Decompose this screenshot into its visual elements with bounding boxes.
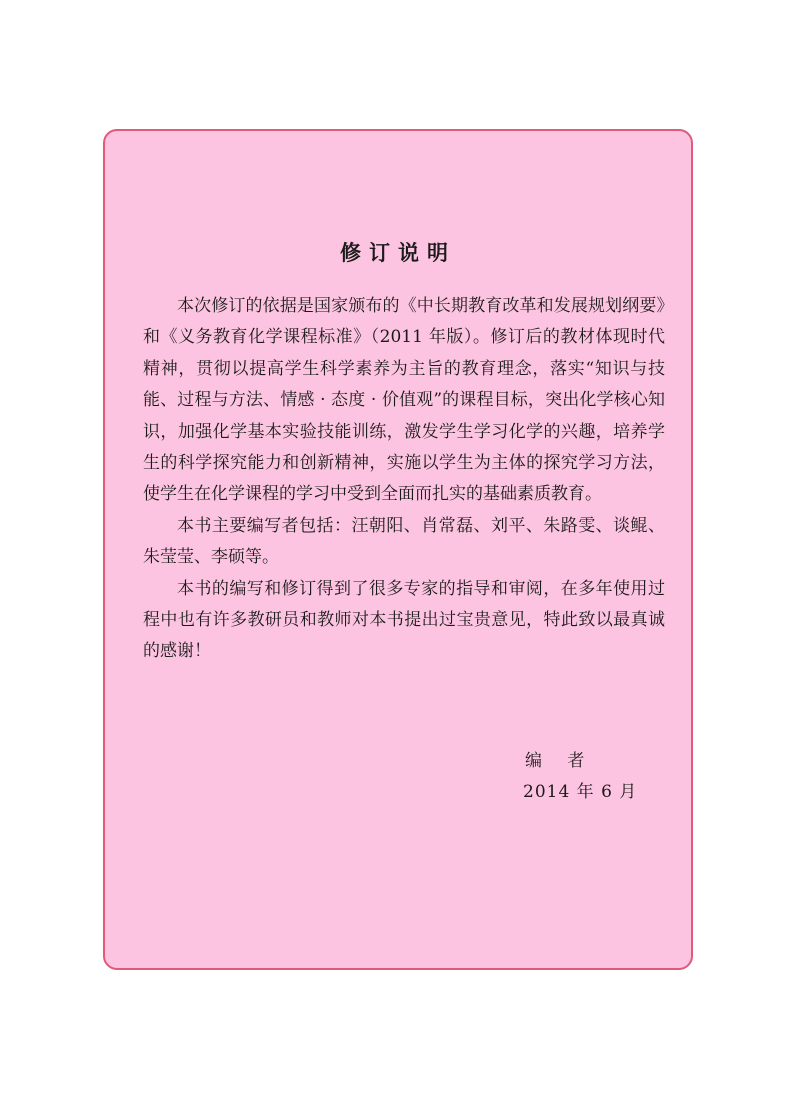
signature: 编 者 <box>525 751 595 771</box>
date: 2014 年 6 月 <box>523 782 638 802</box>
paragraph-revision-basis: 本次修订的依据是国家颁布的《中长期教育改革和发展规划纲要》和《义务教育化学课程标准》（2011 年版）。修订后的教材体现时代精神，贯彻以提高学生科学素养为主旨的教育理念，落实“知识与技能、过程与方法、情感 · 态度 · 价值观”的课程目标，突出化学核心知识，加强化学基本实验技能训练，激发学生学习化学的兴趣，培养学生的科学探究能力和创新精神，实施以学生为主体的探究学习方法，使学生在化学课程的学习中受到全面而扎实的基础素质教育。 <box>143 296 665 505</box>
revision-note-panel <box>103 129 693 970</box>
paragraph-authors: 本书主要编写者包括：汪朝阳、肖常磊、刘平、朱路雯、谈鲲、朱莹莹、李硕等。 <box>143 515 665 568</box>
body-text <box>143 291 665 668</box>
paragraph-acknowledgements: 本书的编写和修订得到了很多专家的指导和审阅，在多年使用过程中也有许多教研员和教师对本书提出过宝贵意见，特此致以最真诚的感谢！ <box>143 578 665 662</box>
page-title: 修订说明 <box>340 241 456 265</box>
